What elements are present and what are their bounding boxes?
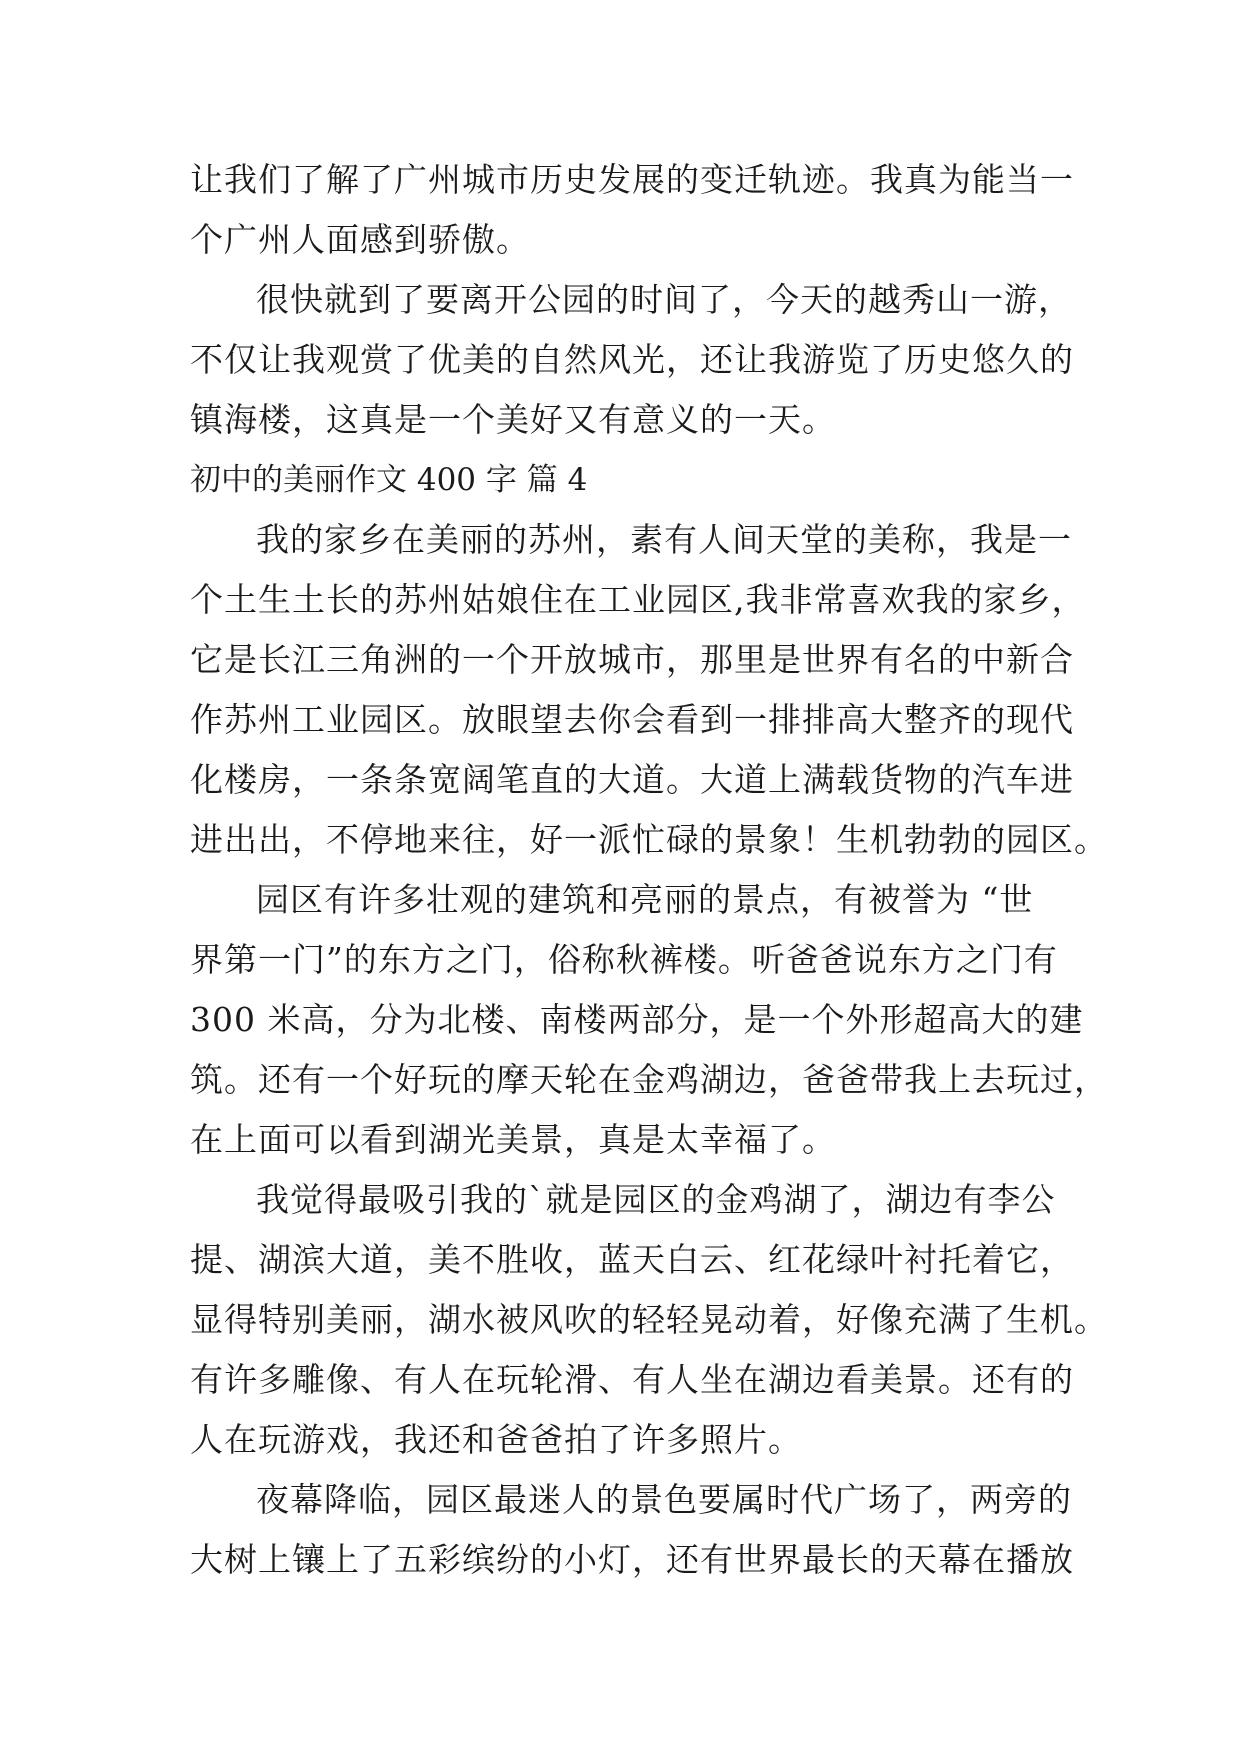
document-page xyxy=(190,150,1108,1590)
paragraph-line: 它是长江三角洲的一个开放城市，那里是世界有名的中新合 xyxy=(190,640,1074,679)
paragraph-line: 有许多雕像、有人在玩轮滑、有人坐在湖边看美景。还有的 xyxy=(190,1360,1074,1399)
paragraph-line: 我觉得最吸引我的`就是园区的金鸡湖了，湖边有李公 xyxy=(256,1180,1056,1219)
paragraph-line: 界第一门”的东方之门，俗称秋裤楼。听爸爸说东方之门有 xyxy=(190,940,1058,979)
paragraph-line: 夜幕降临，园区最迷人的景色要属时代广场了，两旁的 xyxy=(256,1480,1072,1519)
paragraph-line: 个土生土长的苏州姑娘住在工业园区,我非常喜欢我的家乡， xyxy=(190,580,1086,619)
paragraph-line: 人在玩游戏，我还和爸爸拍了许多照片。 xyxy=(190,1420,802,1459)
section-heading: 初中的美丽作文 400 字 篇 4 xyxy=(190,462,588,498)
paragraph-line: 作苏州工业园区。放眼望去你会看到一排排高大整齐的现代 xyxy=(190,700,1074,739)
paragraph-line: 显得特别美丽，湖水被风吹的轻轻晃动着，好像充满了生机。 xyxy=(190,1300,1108,1339)
paragraph-line: 我的家乡在美丽的苏州，素有人间天堂的美称，我是一 xyxy=(256,520,1072,559)
paragraph-line: 进出出，不停地来往，好一派忙碌的景象！生机勃勃的园区。 xyxy=(190,820,1108,859)
paragraph-line: 化楼房，一条条宽阔笔直的大道。大道上满载货物的汽车进 xyxy=(190,760,1074,799)
paragraph-line: 园区有许多壮观的建筑和亮丽的景点，有被誉为 “世 xyxy=(256,880,1034,919)
paragraph-line: 不仅让我观赏了优美的自然风光，还让我游览了历史悠久的 xyxy=(190,340,1074,379)
paragraph-line: 很快就到了要离开公园的时间了，今天的越秀山一游， xyxy=(256,280,1072,319)
paragraph-line: 300 米高，分为北楼、南楼两部分，是一个外形超高大的建 xyxy=(190,1000,1084,1039)
paragraph-line: 个广州人面感到骄傲。 xyxy=(190,220,530,259)
paragraph-line: 让我们了解了广州城市历史发展的变迁轨迹。我真为能当一 xyxy=(190,160,1074,199)
paragraph-line: 在上面可以看到湖光美景，真是太幸福了。 xyxy=(190,1120,836,1159)
paragraph-line: 镇海楼，这真是一个美好又有意义的一天。 xyxy=(190,400,836,439)
paragraph-line: 筑。还有一个好玩的摩天轮在金鸡湖边，爸爸带我上去玩过， xyxy=(190,1060,1108,1099)
paragraph-line: 提、湖滨大道，美不胜收，蓝天白云、红花绿叶衬托着它， xyxy=(190,1240,1074,1279)
paragraph-line: 大树上镶上了五彩缤纷的小灯，还有世界最长的天幕在播放 xyxy=(190,1540,1074,1579)
